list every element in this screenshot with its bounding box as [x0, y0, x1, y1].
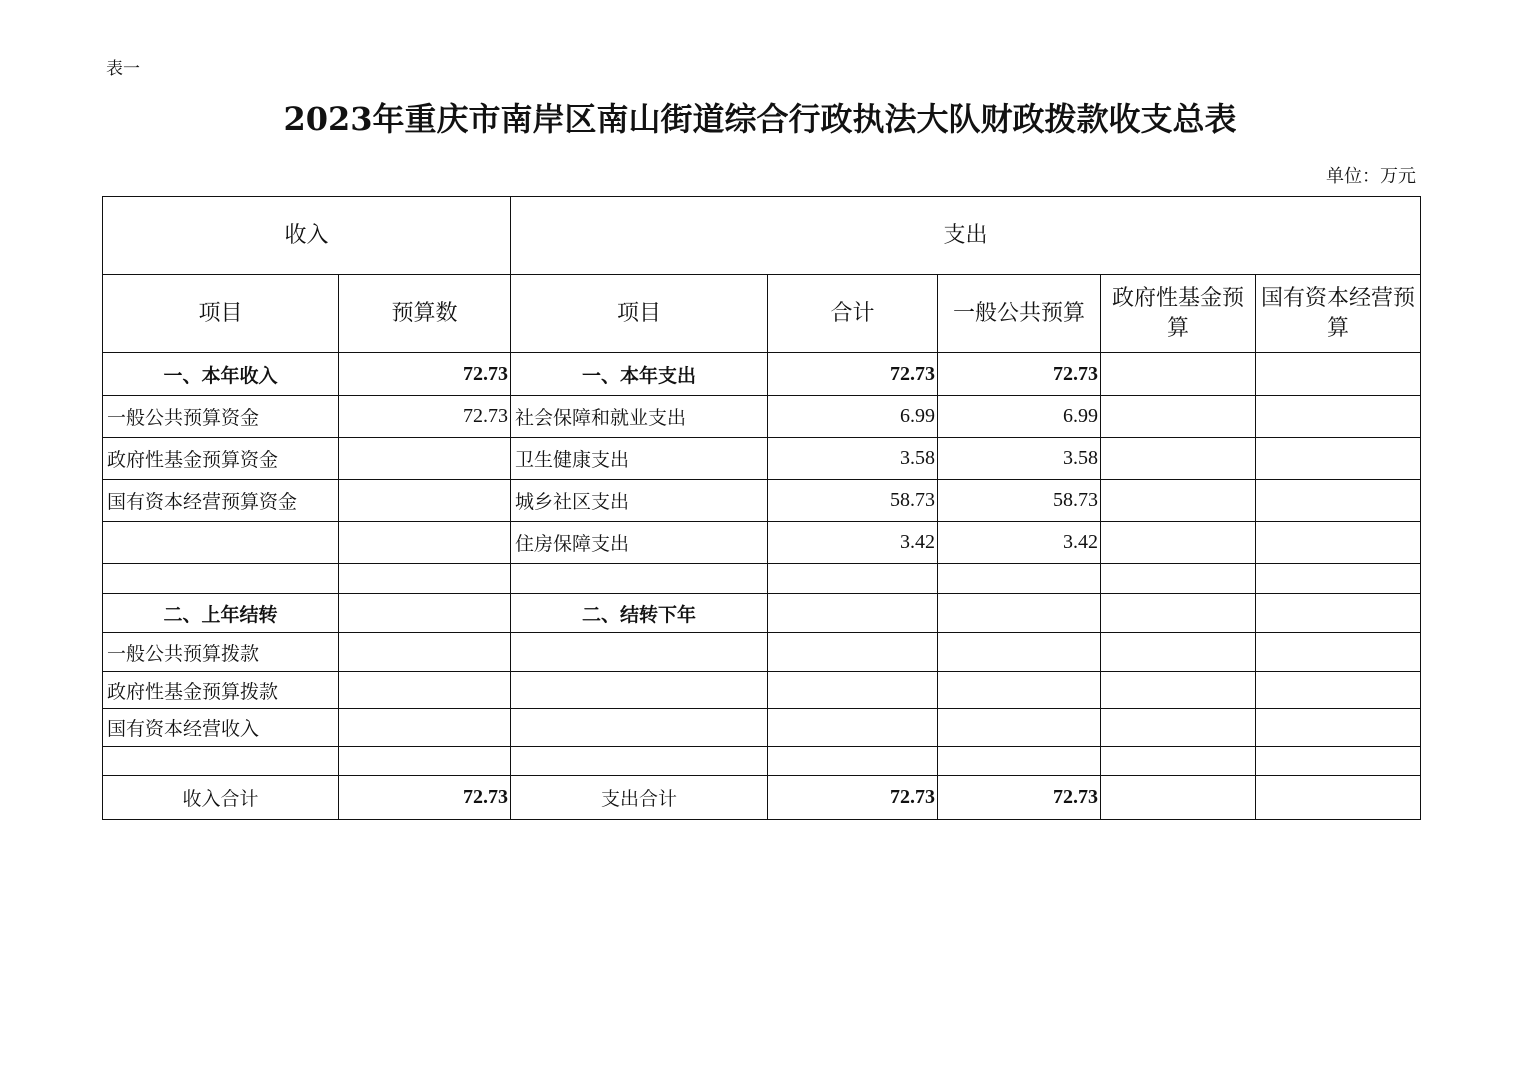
- income-value: [339, 594, 511, 633]
- general-value: [938, 709, 1101, 747]
- income-total-label: 收入合计: [103, 776, 339, 820]
- expense-item: [511, 564, 768, 594]
- income-item-header: 项目: [103, 275, 339, 353]
- capital-value: [1256, 438, 1421, 480]
- expense-item: 社会保障和就业支出: [511, 396, 768, 438]
- general-value: [938, 594, 1101, 633]
- fund-value: [1101, 396, 1256, 438]
- budget-table: [102, 196, 1421, 820]
- capital-value: [1256, 709, 1421, 747]
- expense-header: 支出: [511, 197, 1421, 275]
- income-value: 72.73: [339, 353, 511, 396]
- general-value: [938, 672, 1101, 709]
- table-row: [103, 353, 1421, 396]
- expense-item: 城乡社区支出: [511, 480, 768, 522]
- fund-value: [1101, 776, 1256, 820]
- fund-value: [1101, 594, 1256, 633]
- income-budget-header: 预算数: [339, 275, 511, 353]
- capital-value: [1256, 353, 1421, 396]
- total-value: 6.99: [768, 396, 938, 438]
- expense-item-header: 项目: [511, 275, 768, 353]
- total-row: [103, 776, 1421, 820]
- table-row-empty: [103, 747, 1421, 776]
- income-header: 收入: [103, 197, 511, 275]
- state-capital-header: 国有资本经营预算: [1256, 275, 1421, 353]
- table-row: [103, 672, 1421, 709]
- expense-item: [511, 747, 768, 776]
- total-value: 3.58: [768, 438, 938, 480]
- income-value: 72.73: [339, 396, 511, 438]
- capital-value: [1256, 564, 1421, 594]
- income-value: [339, 747, 511, 776]
- table-row: [103, 522, 1421, 564]
- total-header: 合计: [768, 275, 938, 353]
- total-value: [768, 672, 938, 709]
- general-value: [938, 633, 1101, 672]
- fund-value: [1101, 353, 1256, 396]
- expense-item: 卫生健康支出: [511, 438, 768, 480]
- income-item: [103, 564, 339, 594]
- capital-value: [1256, 480, 1421, 522]
- general-value: 6.99: [938, 396, 1101, 438]
- total-value: 72.73: [768, 353, 938, 396]
- expense-item: 一、本年支出: [511, 353, 768, 396]
- table-row-empty: [103, 564, 1421, 594]
- fund-value: [1101, 522, 1256, 564]
- expense-item: 二、结转下年: [511, 594, 768, 633]
- expense-item: [511, 672, 768, 709]
- income-item: 国有资本经营收入: [103, 709, 339, 747]
- table-row: [103, 709, 1421, 747]
- general-value: 58.73: [938, 480, 1101, 522]
- total-value: [768, 564, 938, 594]
- capital-value: [1256, 747, 1421, 776]
- income-value: [339, 480, 511, 522]
- gov-fund-header: 政府性基金预算: [1101, 275, 1256, 353]
- general-value: [938, 747, 1101, 776]
- general-value: 3.42: [938, 522, 1101, 564]
- expense-item: [511, 633, 768, 672]
- header-row-sections: [103, 197, 1421, 275]
- income-value: [339, 522, 511, 564]
- total-value: [768, 594, 938, 633]
- income-item: 一般公共预算拨款: [103, 633, 339, 672]
- total-value: [768, 633, 938, 672]
- general-value: 72.73: [938, 353, 1101, 396]
- table-row: [103, 438, 1421, 480]
- general-budget-header: 一般公共预算: [938, 275, 1101, 353]
- header-row-columns: [103, 275, 1421, 353]
- page-title: 2023年重庆市南岸区南山街道综合行政执法大队财政拨款收支总表: [283, 100, 1237, 138]
- total-value: 58.73: [768, 480, 938, 522]
- income-item: 一、本年收入: [103, 353, 339, 396]
- expense-item: 住房保障支出: [511, 522, 768, 564]
- income-item: [103, 747, 339, 776]
- fund-value: [1101, 438, 1256, 480]
- total-value: [768, 709, 938, 747]
- capital-value: [1256, 594, 1421, 633]
- capital-value: [1256, 633, 1421, 672]
- table-row: [103, 633, 1421, 672]
- table-row: [103, 396, 1421, 438]
- fund-value: [1101, 480, 1256, 522]
- capital-value: [1256, 672, 1421, 709]
- fund-value: [1101, 709, 1256, 747]
- general-value: [938, 564, 1101, 594]
- unit-label: 单位：万元: [1326, 166, 1416, 187]
- capital-value: [1256, 522, 1421, 564]
- general-value: 3.58: [938, 438, 1101, 480]
- income-value: [339, 672, 511, 709]
- income-item: [103, 522, 339, 564]
- income-item: 政府性基金预算拨款: [103, 672, 339, 709]
- total-value: 3.42: [768, 522, 938, 564]
- general-value: 72.73: [938, 776, 1101, 820]
- total-value: [768, 747, 938, 776]
- income-item: 二、上年结转: [103, 594, 339, 633]
- capital-value: [1256, 396, 1421, 438]
- expense-total-label: 支出合计: [511, 776, 768, 820]
- income-total-value: 72.73: [339, 776, 511, 820]
- income-value: [339, 709, 511, 747]
- fund-value: [1101, 564, 1256, 594]
- income-item: 一般公共预算资金: [103, 396, 339, 438]
- income-value: [339, 564, 511, 594]
- income-value: [339, 438, 511, 480]
- capital-value: [1256, 776, 1421, 820]
- income-item: 政府性基金预算资金: [103, 438, 339, 480]
- expense-item: [511, 709, 768, 747]
- fund-value: [1101, 633, 1256, 672]
- income-item: 国有资本经营预算资金: [103, 480, 339, 522]
- income-value: [339, 633, 511, 672]
- table-label: 表一: [106, 59, 140, 79]
- table-row: [103, 480, 1421, 522]
- fund-value: [1101, 747, 1256, 776]
- table-row: [103, 594, 1421, 633]
- total-value: 72.73: [768, 776, 938, 820]
- fund-value: [1101, 672, 1256, 709]
